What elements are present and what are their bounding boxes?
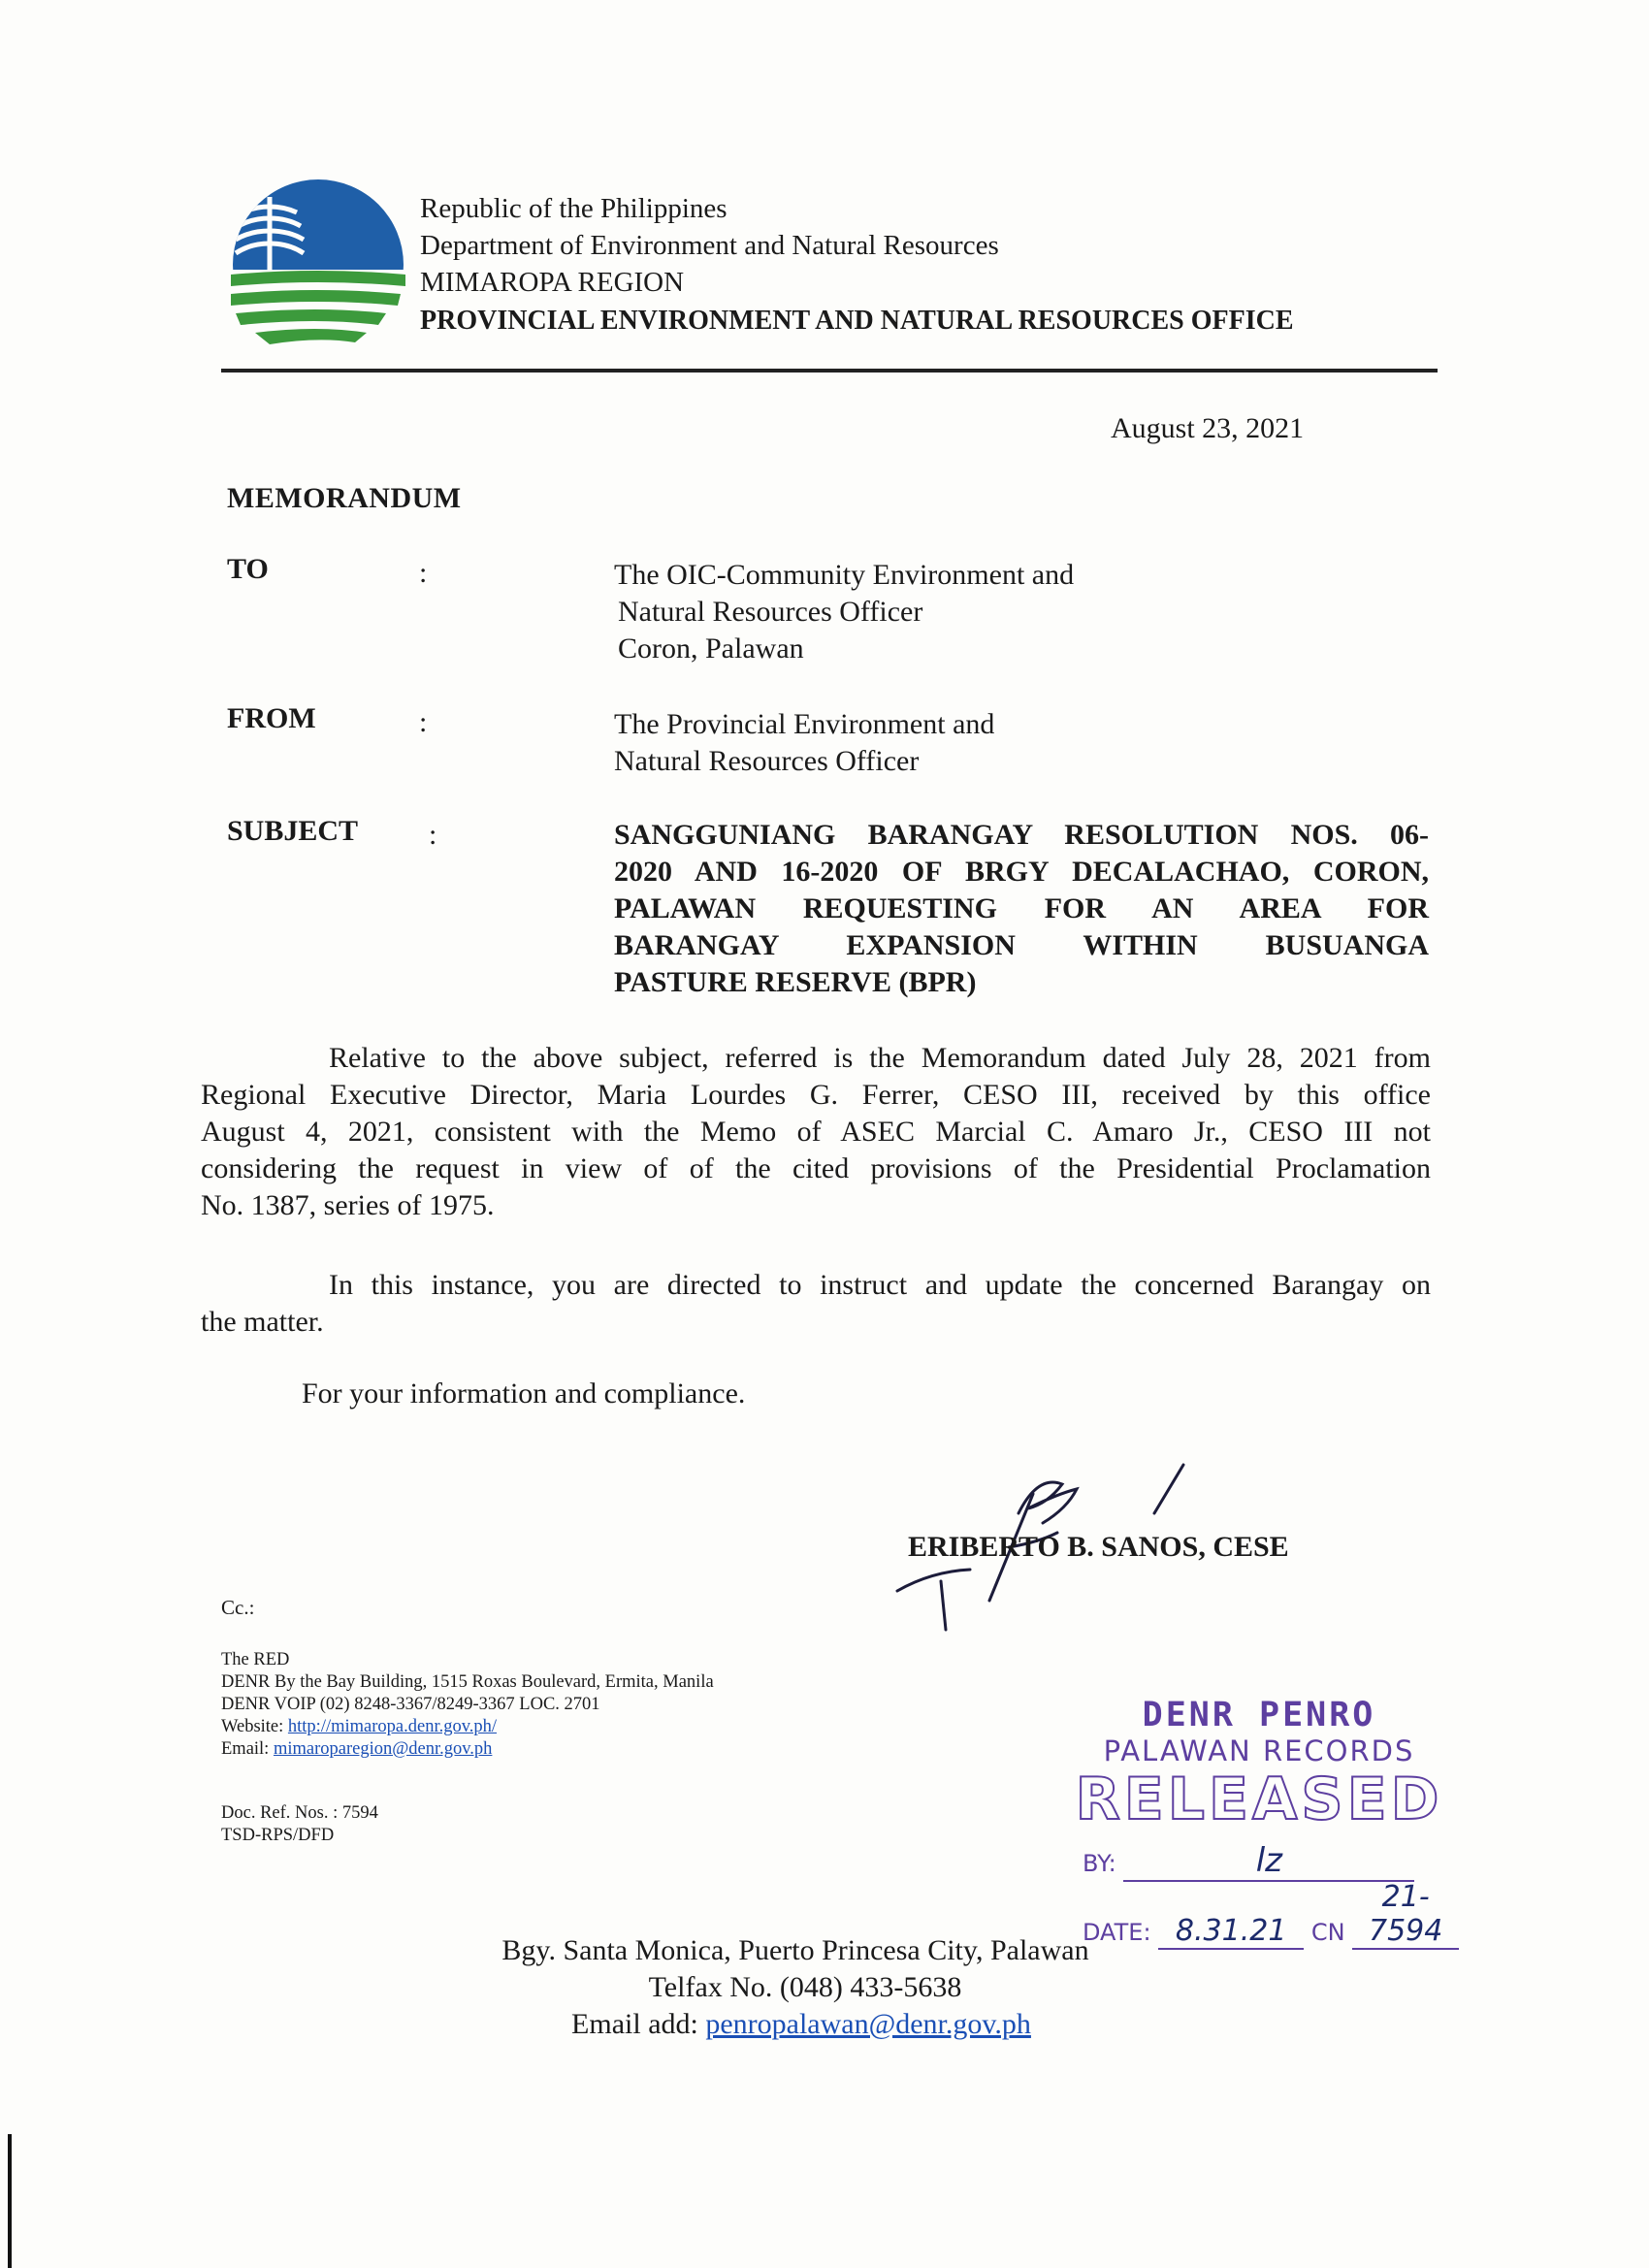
to-label: TO xyxy=(227,553,269,585)
footer-email-link[interactable]: penropalawan@denr.gov.ph xyxy=(705,2008,1031,2040)
cc-line: The RED xyxy=(221,1650,290,1669)
footer-email-label: Email add: xyxy=(571,2008,706,2040)
subject-line: PASTURE RESERVE (BPR) xyxy=(614,966,977,998)
stamp-cn-value: 21-7594 xyxy=(1368,1880,1443,1948)
stamp-by-initials: lz xyxy=(1255,1841,1282,1880)
body-line: Regional Executive Director, Maria Lourdes G. Ferrer, CESO III, received by this office xyxy=(201,1079,1431,1111)
from-line: The Provincial Environment and xyxy=(614,708,995,740)
from-colon: : xyxy=(419,706,428,738)
to-colon: : xyxy=(419,557,428,589)
to-recipient xyxy=(614,557,1074,667)
signer-name: ERIBERTO B. SANOS, CESE xyxy=(908,1531,1289,1563)
stamp-line-2: PALAWAN RECORDS xyxy=(1103,1734,1415,1767)
stamp-released: RELEASED xyxy=(1075,1766,1443,1833)
cc-website xyxy=(221,1716,714,1738)
denr-seal-icon xyxy=(231,178,405,352)
footer-email xyxy=(0,2006,1626,2043)
footer-address: Bgy. Santa Monica, Puerto Princesa City, Palawan xyxy=(501,1934,1089,1966)
subject-label: SUBJECT xyxy=(227,815,359,847)
stamp-date-label: DATE: xyxy=(1083,1919,1151,1946)
doc-ref-code: TSD-RPS/DFD xyxy=(221,1826,335,1845)
doc-reference xyxy=(221,1802,378,1847)
body-line: considering the request in view of of the cited provisions of the Presidential Proclamation xyxy=(201,1152,1431,1184)
header-republic: Republic of the Philippines xyxy=(420,193,728,224)
from-line: Natural Resources Officer xyxy=(614,745,920,777)
memo-date: August 23, 2021 xyxy=(1111,412,1305,444)
cc-label: Cc.: xyxy=(221,1596,255,1619)
to-line: Coron, Palawan xyxy=(618,632,804,664)
body-line: Relative to the above subject, referred is the Memorandum dated July 28, 2021 from xyxy=(329,1042,1431,1074)
header-office: PROVINCIAL ENVIRONMENT AND NATURAL RESOURCES OFFICE xyxy=(420,306,1294,336)
subject-line: SANGGUNIANG BARANGAY RESOLUTION NOS. 06- xyxy=(614,819,1429,851)
body-paragraph-1 xyxy=(201,1040,1431,1224)
header-region: MIMAROPA REGION xyxy=(420,267,685,298)
subject-line: BARANGAY EXPANSION WITHIN BUSUANGA xyxy=(614,929,1429,961)
cc-email-link[interactable]: mimaroparegion@denr.gov.ph xyxy=(273,1739,493,1759)
footer-telfax: Telfax No. (048) 433-5638 xyxy=(648,1971,962,2003)
body-line: August 4, 2021, consistent with the Memo of ASEC Marcial C. Amaro Jr., CESO III not xyxy=(201,1116,1431,1148)
cc-email-label: Email: xyxy=(221,1739,274,1759)
subject-text xyxy=(614,817,1429,1001)
header-rule xyxy=(221,369,1438,373)
doc-ref-number: Doc. Ref. Nos. : 7594 xyxy=(221,1803,378,1823)
body-line: In this instance, you are directed to instruct and update the concerned Barangay on xyxy=(329,1269,1431,1301)
body-line: the matter. xyxy=(201,1306,324,1338)
to-line: Natural Resources Officer xyxy=(618,596,923,628)
to-line: The OIC-Community Environment and xyxy=(614,559,1075,591)
scan-edge-mark xyxy=(8,2134,12,2268)
from-sender xyxy=(614,706,994,780)
stamp-by-row xyxy=(1083,1841,1414,1882)
body-paragraph-3: For your information and compliance. xyxy=(302,1377,746,1409)
subject-line: 2020 AND 16-2020 OF BRGY DECALACHAO, CORON, xyxy=(614,856,1429,888)
cc-website-link[interactable]: http://mimaropa.denr.gov.ph/ xyxy=(287,1717,498,1736)
cc-email xyxy=(221,1738,714,1761)
from-label: FROM xyxy=(227,702,316,734)
cc-website-label: Website: xyxy=(221,1717,288,1736)
stamp-cn-label: CN xyxy=(1310,1919,1345,1946)
subject-line: PALAWAN REQUESTING FOR AN AREA FOR xyxy=(614,892,1429,924)
stamp-date-value: 8.31.21 xyxy=(1175,1914,1287,1948)
stamp-by-label: BY: xyxy=(1083,1850,1116,1877)
stamp-line-1: DENR PENRO xyxy=(1142,1696,1376,1734)
cc-line: DENR VOIP (02) 8248-3367/8249-3367 LOC. 2701 xyxy=(221,1695,600,1714)
subject-colon: : xyxy=(429,819,437,851)
memo-title: MEMORANDUM xyxy=(227,482,462,514)
cc-line: DENR By the Bay Building, 1515 Roxas Boulevard, Ermita, Manila xyxy=(221,1672,714,1692)
released-stamp xyxy=(1075,1696,1443,1831)
body-line: No. 1387, series of 1975. xyxy=(201,1189,495,1221)
body-paragraph-2 xyxy=(201,1267,1431,1341)
header-department: Department of Environment and Natural Resources xyxy=(420,230,999,261)
cc-block xyxy=(221,1649,714,1761)
